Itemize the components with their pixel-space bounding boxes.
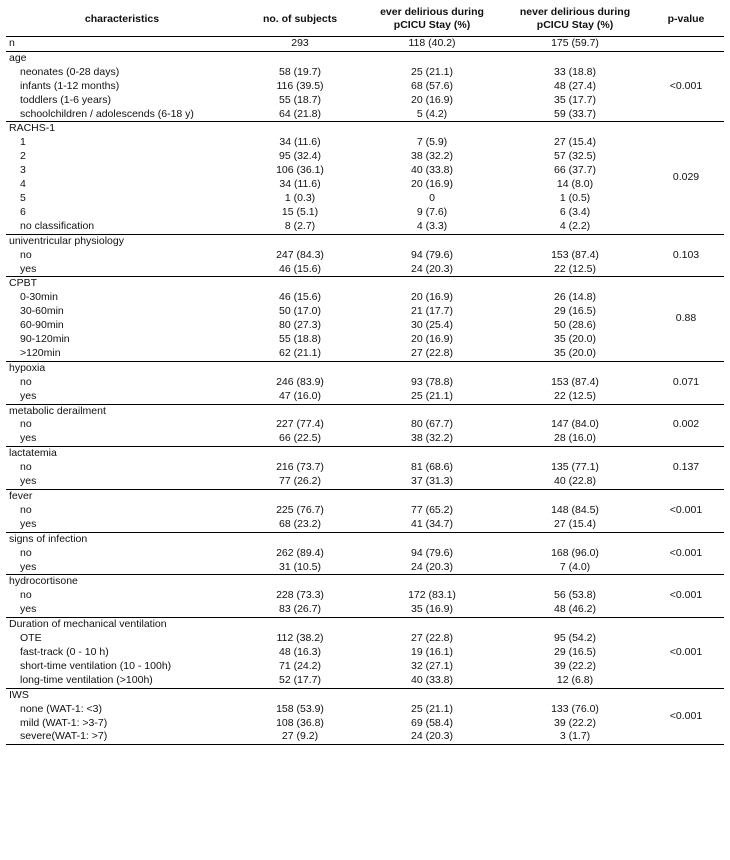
section-title: fever	[9, 490, 33, 502]
header-characteristics: characteristics	[84, 12, 160, 25]
row-label: fast-track (0 - 10 h)	[20, 645, 109, 658]
section-title: hypoxia	[9, 361, 46, 374]
header-never-line2: pCICU Stay (%)	[536, 19, 614, 31]
row-never-delirious: 48 (27.4)	[553, 79, 597, 92]
table-row	[6, 291, 724, 305]
row-subjects: 46 (15.6)	[278, 262, 322, 275]
row-ever-delirious: 20 (16.9)	[410, 178, 454, 191]
header-ever-delirious	[362, 2, 502, 37]
section-title-row	[6, 234, 724, 248]
row-label: 30-60min	[20, 305, 64, 318]
row-label: none (WAT-1: <3)	[20, 702, 102, 715]
table-row	[6, 475, 724, 489]
section-group	[6, 234, 724, 277]
section-title-row	[6, 361, 724, 375]
row-never-delirious: 39 (22.2)	[553, 716, 597, 729]
row-never-delirious: 35 (17.7)	[553, 93, 597, 106]
section-title-row	[6, 122, 724, 136]
section-title: univentricular physiology	[9, 234, 124, 247]
row-never-delirious: 40 (22.8)	[553, 475, 597, 488]
table-row	[6, 80, 724, 94]
row-ever-delirious: 68 (57.6)	[410, 79, 454, 92]
row-subjects: 262 (89.4)	[276, 546, 324, 559]
table-row	[6, 717, 724, 731]
row-ever-delirious: 38 (32.2)	[410, 150, 454, 163]
table-row	[6, 192, 724, 206]
section-title-row	[6, 618, 724, 632]
row-label: short-time ventilation (10 - 100h)	[20, 659, 172, 672]
row-never-delirious: 50 (28.6)	[553, 319, 597, 332]
row-subjects: 83 (26.7)	[278, 603, 322, 616]
row-subjects: 95 (32.4)	[278, 150, 322, 163]
row-label: infants (1-12 months)	[20, 79, 120, 92]
row-never-delirious: 3 (1.7)	[559, 730, 591, 743]
row-never-delirious: 33 (18.8)	[553, 65, 597, 78]
row-label: no	[20, 248, 32, 261]
row-ever-delirious: 93 (78.8)	[410, 375, 454, 388]
row-label: no classification	[20, 219, 95, 232]
row-ever-delirious: 5 (4.2)	[416, 107, 448, 120]
section-group	[6, 361, 724, 404]
row-label: OTE	[20, 632, 42, 645]
header-never-delirious	[502, 2, 648, 37]
row-subjects: 216 (73.7)	[276, 461, 324, 474]
row-ever-delirious: 32 (27.1)	[410, 659, 454, 672]
section-title: RACHS-1	[9, 122, 56, 135]
row-subjects: 46 (15.6)	[278, 291, 322, 304]
section-group	[6, 51, 724, 122]
row-subjects: 64 (21.8)	[278, 107, 322, 120]
row-never-delirious: 14 (8.0)	[556, 178, 594, 191]
section-group	[6, 122, 724, 234]
row-ever-delirious: 25 (21.1)	[410, 65, 454, 78]
row-never-delirious: 1 (0.5)	[559, 191, 591, 204]
row-never-delirious: 48 (46.2)	[553, 603, 597, 616]
section-title-row	[6, 490, 724, 504]
row-subjects: 55 (18.8)	[278, 333, 322, 346]
row-label: 60-90min	[20, 319, 64, 332]
n-label: n	[9, 37, 15, 49]
row-subjects: 116 (39.5)	[276, 79, 324, 92]
section-title: hydrocortisone	[9, 575, 78, 588]
section-title: Duration of mechanical ventilation	[9, 618, 167, 631]
table-row	[6, 347, 724, 361]
row-ever-delirious: 19 (16.1)	[410, 645, 454, 658]
header-ever-line2: pCICU Stay (%)	[393, 19, 471, 31]
row-subjects: 112 (38.2)	[276, 632, 324, 645]
row-never-delirious: 26 (14.8)	[553, 291, 597, 304]
section-title: CPBT	[9, 277, 38, 290]
header-ever-line1: ever delirious during	[380, 6, 484, 18]
row-ever-delirious: 41 (34.7)	[410, 517, 454, 530]
row-label: yes	[20, 603, 37, 616]
section-group	[6, 618, 724, 689]
section-title: metabolic derailment	[9, 404, 106, 417]
row-subjects: 225 (76.7)	[276, 503, 324, 516]
row-never-delirious: 148 (84.5)	[551, 503, 599, 516]
table-row	[6, 674, 724, 688]
row-ever-delirious: 27 (22.8)	[410, 632, 454, 645]
row-label: neonates (0-28 days)	[20, 65, 120, 78]
n-row	[6, 37, 724, 52]
table-header	[6, 2, 724, 37]
row-label: schoolchildren / adolescends (6-18 y)	[20, 107, 194, 120]
row-ever-delirious: 40 (33.8)	[410, 673, 454, 686]
row-ever-delirious: 4 (3.3)	[416, 219, 448, 232]
row-ever-delirious: 25 (21.1)	[410, 389, 454, 402]
row-ever-delirious: 172 (83.1)	[408, 589, 456, 602]
section-title-row	[6, 532, 724, 546]
row-subjects: 34 (11.6)	[279, 136, 321, 149]
row-never-delirious: 153 (87.4)	[551, 248, 599, 261]
section-group	[6, 447, 724, 490]
table-row	[6, 220, 724, 234]
row-label: yes	[20, 389, 37, 402]
row-ever-delirious: 20 (16.9)	[410, 291, 454, 304]
row-label: >120min	[20, 346, 61, 359]
table-row	[6, 390, 724, 404]
row-subjects: 58 (19.7)	[278, 65, 322, 78]
row-subjects: 62 (21.1)	[278, 346, 322, 359]
characteristics-table	[6, 2, 724, 745]
table-row	[6, 603, 724, 617]
row-never-delirious: 12 (6.8)	[556, 673, 594, 686]
table-row	[6, 461, 724, 475]
row-label: toddlers (1-6 years)	[20, 93, 112, 106]
section-title-row	[6, 51, 724, 65]
row-subjects: 80 (27.3)	[278, 319, 322, 332]
row-ever-delirious: 80 (67.7)	[410, 418, 454, 431]
row-label: 1	[20, 136, 26, 149]
section-title: lactatemia	[9, 447, 57, 460]
table-row	[6, 589, 724, 603]
row-subjects: 48 (16.3)	[278, 645, 322, 658]
table-row	[6, 518, 724, 532]
row-never-delirious: 28 (16.0)	[553, 432, 597, 445]
row-label: no	[20, 546, 32, 559]
n-pvalue	[648, 37, 724, 52]
table-row	[6, 376, 724, 390]
table-row	[6, 249, 724, 263]
table-row	[6, 660, 724, 674]
section-title-row	[6, 447, 724, 461]
row-ever-delirious: 20 (16.9)	[410, 333, 454, 346]
row-subjects: 31 (10.5)	[278, 560, 322, 573]
section-group	[6, 575, 724, 618]
row-subjects: 52 (17.7)	[278, 673, 322, 686]
row-label: 6	[20, 205, 26, 218]
row-subjects: 66 (22.5)	[278, 432, 322, 445]
table-row	[6, 263, 724, 277]
section-pvalue: 0.002	[672, 418, 700, 431]
row-label: yes	[20, 262, 37, 275]
table-row	[6, 646, 724, 660]
section-group	[6, 404, 724, 447]
row-ever-delirious: 69 (58.4)	[410, 716, 454, 729]
row-never-delirious: 22 (12.5)	[553, 389, 597, 402]
section-pvalue: <0.001	[669, 589, 703, 602]
row-ever-delirious: 94 (79.6)	[410, 546, 454, 559]
table-row	[6, 333, 724, 347]
header-subjects: no. of subjects	[262, 12, 338, 25]
table-row	[6, 164, 724, 178]
row-never-delirious: 7 (4.0)	[559, 560, 591, 573]
row-subjects: 50 (17.0)	[278, 305, 322, 318]
row-label: no	[20, 461, 32, 474]
row-label: severe(WAT-1: >7)	[20, 730, 108, 743]
section-pvalue: 0.103	[672, 248, 700, 261]
section-title: signs of infection	[9, 532, 88, 545]
table-row	[6, 432, 724, 446]
n-ever: 118 (40.2)	[408, 37, 456, 49]
table-row	[6, 632, 724, 646]
row-subjects: 247 (84.3)	[276, 248, 324, 261]
table-row	[6, 547, 724, 561]
table-row	[6, 150, 724, 164]
row-never-delirious: 66 (37.7)	[553, 164, 597, 177]
row-ever-delirious: 30 (25.4)	[410, 319, 454, 332]
section-pvalue: 0.137	[672, 461, 700, 474]
row-never-delirious: 35 (20.0)	[553, 333, 597, 346]
section-pvalue: <0.001	[669, 503, 703, 516]
row-subjects: 228 (73.3)	[276, 589, 324, 602]
row-subjects: 71 (24.2)	[278, 659, 322, 672]
n-subjects: 293	[291, 37, 309, 49]
row-label: no	[20, 503, 32, 516]
row-never-delirious: 57 (32.5)	[553, 150, 597, 163]
table-row	[6, 178, 724, 192]
row-never-delirious: 27 (15.4)	[553, 517, 597, 530]
row-ever-delirious: 38 (32.2)	[410, 432, 454, 445]
row-ever-delirious: 77 (65.2)	[410, 503, 454, 516]
row-subjects: 108 (36.8)	[276, 716, 324, 729]
table-row	[6, 108, 724, 122]
row-never-delirious: 59 (33.7)	[553, 107, 597, 120]
table-row	[6, 206, 724, 220]
row-never-delirious: 6 (3.4)	[559, 205, 591, 218]
section-title: IWS	[9, 688, 29, 701]
section-group	[6, 532, 724, 575]
section-pvalue: 0.88	[675, 312, 697, 325]
row-label: yes	[20, 432, 37, 445]
section-group	[6, 277, 724, 361]
n-never: 175 (59.7)	[551, 37, 599, 49]
table-row	[6, 561, 724, 575]
section-pvalue: 0.071	[672, 375, 700, 388]
row-never-delirious: 95 (54.2)	[553, 632, 597, 645]
row-label: 0-30min	[20, 291, 58, 304]
row-label: 2	[20, 150, 26, 163]
row-subjects: 47 (16.0)	[278, 389, 322, 402]
row-label: yes	[20, 475, 37, 488]
section-title: age	[9, 51, 27, 64]
row-label: 3	[20, 164, 26, 177]
row-ever-delirious: 40 (33.8)	[410, 164, 454, 177]
section-title-row	[6, 404, 724, 418]
row-ever-delirious: 20 (16.9)	[410, 93, 454, 106]
table-row	[6, 319, 724, 333]
row-never-delirious: 147 (84.0)	[551, 418, 599, 431]
row-never-delirious: 29 (16.5)	[553, 645, 597, 658]
row-never-delirious: 35 (20.0)	[553, 346, 597, 359]
row-never-delirious: 56 (53.8)	[553, 589, 597, 602]
table-row	[6, 305, 724, 319]
row-label: no	[20, 418, 32, 431]
row-subjects: 68 (23.2)	[278, 517, 322, 530]
row-ever-delirious: 24 (20.3)	[410, 262, 454, 275]
section-title-row	[6, 575, 724, 589]
section-group	[6, 688, 724, 745]
row-subjects: 158 (53.9)	[276, 702, 324, 715]
row-never-delirious: 168 (96.0)	[551, 546, 599, 559]
row-never-delirious: 4 (2.2)	[559, 219, 591, 232]
row-subjects: 15 (5.1)	[281, 205, 319, 218]
row-ever-delirious: 7 (5.9)	[416, 136, 448, 149]
row-label: long-time ventilation (>100h)	[20, 673, 153, 686]
row-never-delirious: 29 (16.5)	[553, 305, 597, 318]
table-row	[6, 136, 724, 150]
section-pvalue: 0.029	[672, 171, 700, 184]
row-ever-delirious: 94 (79.6)	[410, 248, 454, 261]
row-ever-delirious: 27 (22.8)	[410, 346, 454, 359]
table-row	[6, 730, 724, 744]
table-row	[6, 504, 724, 518]
row-subjects: 55 (18.7)	[278, 93, 322, 106]
table-row	[6, 94, 724, 108]
header-pvalue: p-value	[667, 12, 705, 25]
section-pvalue: <0.001	[669, 546, 703, 559]
row-ever-delirious: 81 (68.6)	[410, 461, 454, 474]
row-label: mild (WAT-1: >3-7)	[20, 716, 108, 729]
row-subjects: 246 (83.9)	[276, 375, 324, 388]
row-ever-delirious: 24 (20.3)	[410, 560, 454, 573]
row-subjects: 106 (36.1)	[276, 164, 324, 177]
row-never-delirious: 153 (87.4)	[551, 375, 599, 388]
table-row	[6, 66, 724, 80]
section-pvalue: <0.001	[669, 645, 703, 658]
row-never-delirious: 27 (15.4)	[553, 136, 597, 149]
row-label: yes	[20, 560, 37, 573]
row-label: 4	[20, 178, 26, 191]
table-row	[6, 703, 724, 717]
row-label: yes	[20, 517, 37, 530]
row-label: 90-120min	[20, 333, 70, 346]
row-never-delirious: 22 (12.5)	[553, 262, 597, 275]
section-group	[6, 490, 724, 533]
row-label: 5	[20, 191, 26, 204]
row-label: no	[20, 375, 32, 388]
row-subjects: 77 (26.2)	[278, 475, 322, 488]
row-label: no	[20, 589, 32, 602]
row-never-delirious: 135 (77.1)	[551, 461, 599, 474]
table-row	[6, 418, 724, 432]
section-title-row	[6, 688, 724, 702]
row-subjects: 227 (77.4)	[276, 418, 324, 431]
header-never-line1: never delirious during	[519, 6, 631, 18]
section-pvalue: <0.001	[669, 79, 703, 92]
n-row-group	[6, 37, 724, 52]
row-ever-delirious: 0	[429, 191, 435, 204]
row-ever-delirious: 9 (7.6)	[416, 205, 448, 218]
row-never-delirious: 39 (22.2)	[553, 659, 597, 672]
row-ever-delirious: 35 (16.9)	[410, 603, 454, 616]
row-subjects: 1 (0.3)	[284, 191, 316, 204]
row-ever-delirious: 21 (17.7)	[410, 305, 454, 318]
row-ever-delirious: 25 (21.1)	[410, 702, 454, 715]
row-subjects: 8 (2.7)	[284, 219, 316, 232]
row-ever-delirious: 24 (20.3)	[410, 730, 454, 743]
row-subjects: 27 (9.2)	[281, 730, 319, 743]
row-ever-delirious: 37 (31.3)	[410, 475, 454, 488]
row-never-delirious: 133 (76.0)	[551, 702, 599, 715]
section-pvalue: <0.001	[669, 709, 703, 722]
row-subjects: 34 (11.6)	[279, 178, 321, 191]
section-title-row	[6, 277, 724, 291]
